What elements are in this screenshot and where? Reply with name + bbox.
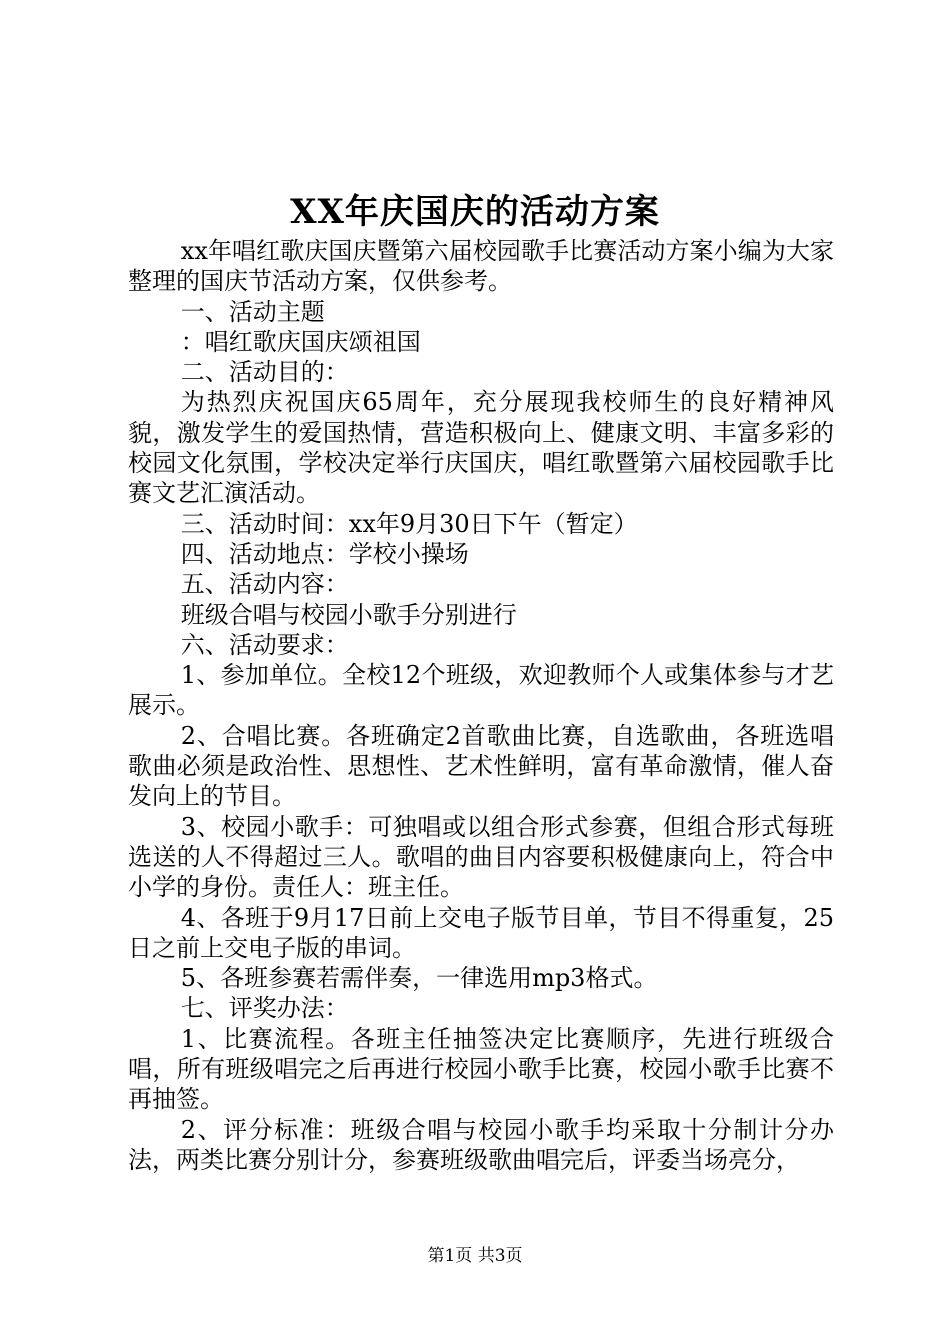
paragraph: 4、各班于9月17日前上交电子版节目单，节目不得重复，25日之前上交电子版的串词。 [128, 903, 834, 962]
paragraph: 六、活动要求： [180, 630, 349, 659]
paragraph: 三、活动时间：xx年9月30日下午（暂定） [180, 509, 638, 538]
paragraph: 2、合唱比赛。各班确定2首歌曲比赛，自选歌曲，各班选唱歌曲必须是政治性、思想性、艺术性鲜明，富有革命激情，催人奋发向上的节目。 [128, 721, 834, 811]
paragraph: 3、校园小歌手：可独唱或以组合形式参赛，但组合形式每班选送的人不得超过三人。歌唱的曲目内容要积极健康向上，符合中小学的身份。责任人：班主任。 [128, 812, 834, 902]
paragraph: 班级合唱与校园小歌手分别进行 [180, 600, 517, 629]
paragraph: 七、评奖办法： [180, 994, 349, 1023]
paragraph: xx年唱红歌庆国庆暨第六届校园歌手比赛活动方案小编为大家整理的国庆节活动方案，仅供参考。 [128, 237, 834, 296]
paragraph: 2、评分标准：班级合唱与校园小歌手均采取十分制计分办法，两类比赛分别计分，参赛班级歌曲唱完后，评委当场亮分， [128, 1115, 834, 1174]
paragraph: 1、参加单位。全校12个班级，欢迎教师个人或集体参与才艺展示。 [128, 661, 834, 720]
paragraph: ：唱红歌庆国庆颂祖国 [180, 327, 421, 356]
paragraph: 1、比赛流程。各班主任抽签决定比赛顺序，先进行班级合唱，所有班级唱完之后再进行校园小歌手比赛，校园小歌手比赛不再抽签。 [128, 1024, 834, 1114]
paragraph: 五、活动内容： [180, 570, 349, 599]
document-body [128, 236, 834, 1175]
page-indicator: 第1页 共3页 [427, 1246, 523, 1266]
paragraph: 四、活动地点：学校小操场 [180, 539, 469, 568]
paragraph: 一、活动主题 [180, 297, 325, 326]
paragraph: 5、各班参赛若需伴奏，一律选用mp3格式。 [180, 964, 658, 993]
document-title: XX年庆国庆的活动方案 [290, 192, 660, 232]
paragraph: 二、活动目的： [180, 358, 349, 387]
paragraph: 为热烈庆祝国庆65周年，充分展现我校师生的良好精神风貌，激发学生的爱国热情，营造积极向上、健康文明、丰富多彩的校园文化氛围，学校决定举行庆国庆，唱红歌暨第六届校园歌手比赛文艺汇演活动。 [128, 388, 834, 508]
